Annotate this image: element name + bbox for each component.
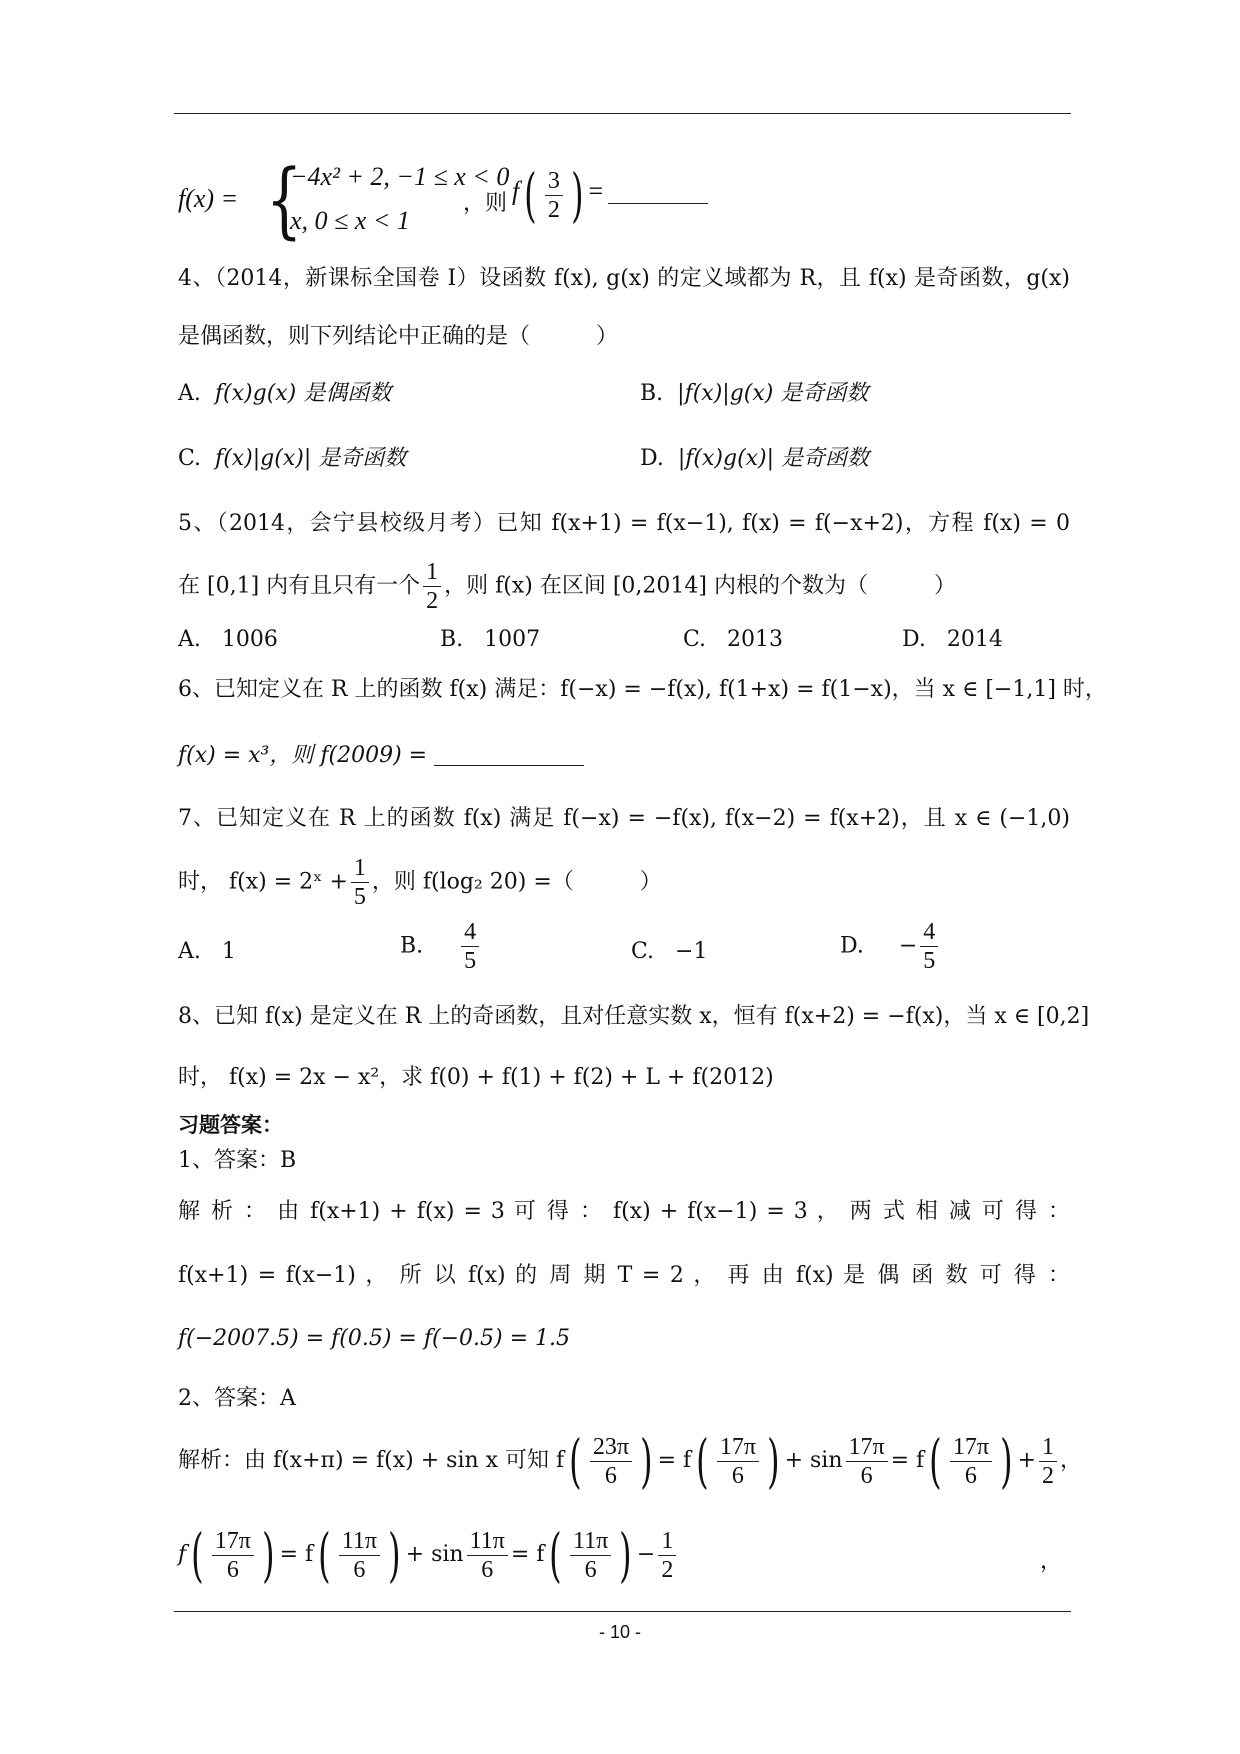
- q7-option-c: C. −1: [631, 939, 708, 964]
- page-number: - 10 -: [598, 1622, 641, 1642]
- answer-1-line2: f(x+1) = f(x−1) ， 所 以 f(x) 的 周 期 T = 2 ， 再 由 f(x) 是 偶 函 数 可 得 ：: [178, 1263, 1070, 1288]
- piecewise-definition: [178, 153, 878, 248]
- answer-2-title: 2、答案：A: [178, 1386, 296, 1411]
- q5-option-a: A. 1006: [178, 627, 278, 652]
- answer-blank: [434, 741, 584, 766]
- piecewise-case-2: x, 0 ≤ x < 1: [290, 206, 410, 235]
- q4-option-b: B. |f(x)|g(x) 是奇函数: [640, 381, 869, 406]
- q5-option-b: B. 1007: [440, 627, 541, 652]
- answer-blank: [608, 179, 708, 204]
- frac-den: 5: [353, 884, 366, 910]
- q5-line1: 5、（2014，会宁县校级月考）已知 f(x+1) = f(x−1), f(x) = f(−x+2)，方程 f(x) = 0: [178, 511, 1070, 536]
- piecewise-target: f( $\frac{3}{2}$ ) =: [512, 166, 708, 224]
- left-brace: {: [265, 153, 303, 248]
- answers-heading: 习题答案：: [178, 1113, 283, 1137]
- frac-den: 2: [426, 588, 439, 614]
- q7-options: [178, 920, 1070, 986]
- q4-line2: 是偶函数，则下列结论中正确的是（ ）: [178, 324, 619, 349]
- q6-line1: 6、已知定义在 R 上的函数 f(x) 满足：f(−x) = −f(x), f(1+x) = f(1−x)，当 x ∈ [−1,1] 时，: [178, 677, 1107, 702]
- q4-line1: 4、（2014，新课标全国卷 I）设函数 f(x), g(x) 的定义域都为 R，且 f(x) 是奇函数，g(x): [178, 266, 1070, 291]
- q4-option-a: A. f(x)g(x) 是偶函数: [178, 381, 392, 406]
- answer-1-line1: 解 析 ： 由 f(x+1) + f(x) = 3 可 得 ： f(x) + f(x−1) = 3 ， 两 式 相 减 可 得 ：: [178, 1199, 1070, 1224]
- answer-1-title: 1、答案：B: [178, 1148, 297, 1173]
- q5-line2: 在 [0,1] 内有且只有一个 $\frac{1}{2}$ ，则 f(x) 在区间 [0,2014] 内根的个数为（ ）: [178, 559, 956, 614]
- footer-rule: [174, 1611, 1071, 1612]
- piecewise-lhs: f(x) =: [178, 184, 239, 213]
- q8-line1: 8、已知 f(x) 是定义在 R 上的奇函数，且对任意实数 x，恒有 f(x+2) = −f(x)，当 x ∈ [0,2]: [178, 1004, 1090, 1029]
- q8-line2: 时， f(x) = 2x − x²，求 f(0) + f(1) + f(2) + L + f(2012): [178, 1065, 774, 1090]
- frac-den: 2: [547, 196, 560, 223]
- piecewise-then: ，则: [463, 191, 508, 216]
- q4-options-row1: [178, 378, 1070, 412]
- answer-2-line1: 解析：由 f(x+π) = f(x) + sin x 可知 f( $\frac{23\pi}{6}$ ) = f( $\frac{17\pi}{6}$ ) + sin $\frac{17\pi}{6}$ = f( $\frac{17\pi}{6}$ ) + $\frac{1}{2}$ ，: [178, 1427, 1083, 1495]
- q5-option-d: D. 2014: [902, 627, 1003, 652]
- q7-option-a: A. 1: [178, 939, 236, 964]
- q6-line2: f(x) = x³，则 f(2009) =: [178, 740, 1070, 772]
- header-rule: [174, 113, 1071, 114]
- answer-1-line3: f(−2007.5) = f(0.5) = f(−0.5) = 1.5: [178, 1326, 570, 1351]
- piecewise-case-1: −4x² + 2, −1 ≤ x < 0: [290, 162, 510, 191]
- func-f: f: [512, 176, 520, 206]
- q4-option-d: D. |f(x)g(x)| 是奇函数: [640, 446, 870, 471]
- q7-option-b: B. $\frac{4}{5}$: [400, 920, 482, 973]
- q5-option-c: C. 2013: [683, 627, 784, 652]
- frac-num: 1: [423, 560, 441, 587]
- frac-num: 3: [545, 169, 563, 196]
- q7-line1: 7、已知定义在 R 上的函数 f(x) 满足 f(−x) = −f(x), f(x−2) = f(x+2)，且 x ∈ (−1,0): [178, 806, 1070, 831]
- q5-options: [178, 624, 1070, 658]
- q7-line2: 时， f(x) = 2ˣ + $\frac{1}{5}$ ，则 f(log₂ 20) =（ ）: [178, 855, 662, 910]
- equals: =: [588, 176, 604, 206]
- frac-num: 1: [351, 856, 369, 883]
- q7-option-d: D. − $\frac{4}{5}$: [840, 920, 941, 973]
- q4-option-c: C. f(x)|g(x)| 是奇函数: [178, 446, 407, 471]
- answer-2-line2: f( $\frac{17\pi}{6}$ ) = f( $\frac{11\pi}{6}$ ) + sin $\frac{11\pi}{6}$ = f( $\frac{11\pi}{6}$ ) − $\frac{1}{2}$ ，: [178, 1521, 1062, 1589]
- q4-options-row2: [178, 443, 1070, 477]
